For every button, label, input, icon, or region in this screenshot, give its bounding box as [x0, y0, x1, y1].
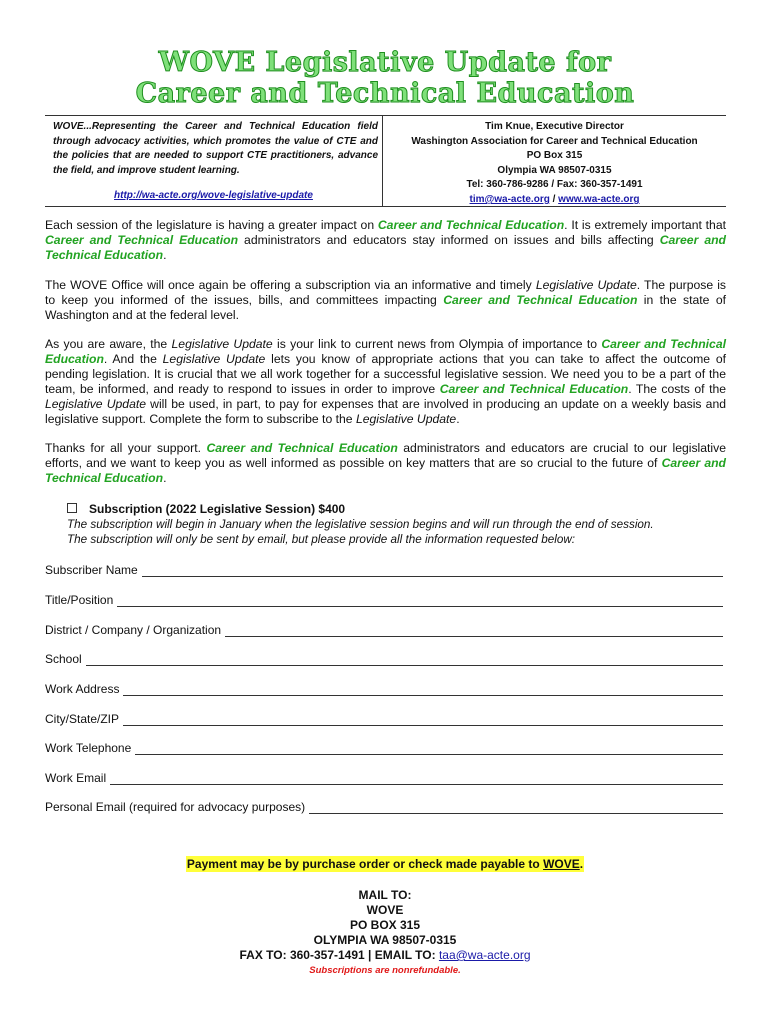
personal-email-input[interactable]	[309, 802, 723, 814]
payment-payee: WOVE	[543, 857, 580, 871]
cte-term: Career and Technical Education	[45, 337, 726, 366]
p1-text-b: . It is extremely important that	[564, 218, 726, 232]
p3-text-g: .	[456, 412, 460, 426]
paragraph-2	[45, 278, 726, 323]
mail-email-link[interactable]: taa@wa-acte.org	[438, 948, 531, 962]
work-address-label: Work Address	[45, 682, 120, 696]
cte-term: Career and Technical Education	[206, 441, 398, 455]
p4-text-c: .	[163, 471, 167, 485]
p3-text-a: As you are aware, the	[45, 337, 172, 351]
contact-separator: /	[549, 193, 559, 205]
p3-text-b: is your link to current news from Olympia of importance to	[272, 337, 602, 351]
payment-text: Payment may be by purchase order or check made payable to	[186, 857, 544, 871]
mail-city: OLYMPIA WA 98507-0315	[313, 933, 457, 947]
paragraph-4	[45, 441, 726, 486]
title-position-label: Title/Position	[45, 593, 114, 607]
subscriber-name-field	[45, 562, 723, 577]
document-title-line-2: Career and Technical Education	[135, 78, 635, 109]
title-position-field	[45, 592, 723, 607]
work-telephone-field	[45, 740, 723, 755]
city-state-zip-field	[45, 711, 723, 726]
contact-links	[383, 193, 726, 208]
p2-text-a: The WOVE Office will once again be offering a subscription via an informative and timely	[45, 278, 536, 292]
mail-po-box: PO BOX 315	[349, 918, 421, 932]
contact-cell	[383, 116, 726, 206]
p3-text-c: . And the	[103, 352, 163, 366]
district-field	[45, 622, 723, 637]
personal-email-label: Personal Email (required for advocacy purposes)	[45, 800, 306, 814]
mission-cell	[45, 116, 383, 206]
p2-text-c: in the state of Washington and at the federal level.	[45, 293, 726, 322]
contact-phone-fax: Tel: 360-786-9286 / Fax: 360-357-1491	[466, 179, 643, 191]
legislative-update-term: Legislative Update	[171, 337, 273, 351]
organization-name: Washington Association for Career and Technical Education	[411, 135, 698, 147]
p3-text-e: . The costs of the	[628, 382, 727, 396]
payment-end: .	[579, 857, 584, 871]
p1-text-c: administrators and educators stay informed on issues and bills affecting	[238, 233, 660, 247]
payment-instructions	[0, 857, 770, 871]
subscription-note-1: The subscription will begin in January when the legislative session begins and will run through the end of session.	[67, 518, 654, 531]
cte-term: Career and Technical Education	[45, 233, 239, 247]
cte-term: Career and Technical Education	[45, 456, 726, 485]
title-position-input[interactable]	[117, 595, 723, 607]
paragraph-1	[45, 218, 726, 263]
p4-text-a: Thanks for all your support.	[45, 441, 207, 455]
work-telephone-input[interactable]	[135, 743, 723, 755]
district-input[interactable]	[225, 625, 723, 637]
mailing-block	[0, 888, 770, 978]
mail-fax-text: FAX TO: 360-357-1491 | EMAIL TO:	[239, 948, 439, 962]
legislative-update-term: Legislative Update	[45, 397, 147, 411]
payment-highlight	[186, 856, 584, 872]
personal-email-field	[45, 799, 723, 814]
legislative-update-term: Legislative Update	[535, 278, 637, 292]
document-title-line-1: WOVE Legislative Update for	[158, 47, 612, 78]
contact-po-box: PO Box 315	[526, 150, 583, 162]
cte-term: Career and Technical Education	[439, 382, 629, 396]
school-input[interactable]	[86, 654, 723, 666]
work-email-field	[45, 770, 723, 785]
subscription-option	[67, 502, 654, 547]
cte-term: Career and Technical Education	[377, 218, 565, 232]
city-state-zip-label: City/State/ZIP	[45, 712, 120, 726]
subscription-checkbox[interactable]	[67, 503, 77, 513]
mail-name: WOVE	[366, 903, 404, 917]
school-field	[45, 651, 723, 666]
work-email-label: Work Email	[45, 771, 107, 785]
p3-text-d: lets you know of appropriate actions that you can take to affect the outcome of pending legislation. It is crucial that we all work together for a successful legislative session. We need you to be a part of the team, be informed, and ready to respond to issues in order to improve	[45, 352, 726, 396]
wove-url-link[interactable]: http://wa-acte.org/wove-legislative-update	[114, 190, 313, 201]
p3-text-f: will be used, in part, to pay for expenses that are involved in producing an update on a weekly basis and legislative support. Complete the form to subscribe to the	[45, 397, 726, 426]
legislative-update-term: Legislative Update	[162, 352, 266, 366]
website-link[interactable]: www.wa-acte.org	[558, 193, 640, 205]
mission-statement: WOVE...Representing the Career and Technical Education field through advocacy activities, which promotes the value of CTE and the policies that are needed to support CTE practitioners, advance the field, and improve student learning.	[53, 121, 378, 176]
city-state-zip-input[interactable]	[123, 714, 723, 726]
contact-city: Olympia WA 98507-0315	[497, 164, 612, 176]
work-address-input[interactable]	[123, 684, 723, 696]
p4-text-b: administrators and educators are crucial to our legislative efforts, and we want to keep you as well informed as possible on key matters that are so crucial to the future of	[45, 441, 727, 470]
subscription-label: Subscription (2022 Legislative Session) $400	[89, 502, 346, 516]
subscriber-name-label: Subscriber Name	[45, 563, 138, 577]
p2-text-b: . The purpose is to keep you informed of the issues, bills, and committees impacting	[45, 278, 727, 307]
refund-notice: Subscriptions are nonrefundable.	[309, 965, 461, 976]
district-label: District / Company / Organization	[45, 623, 222, 637]
cte-term: Career and Technical Education	[443, 293, 638, 307]
mail-fax-email	[0, 948, 770, 963]
work-address-field	[45, 681, 723, 696]
p1-text-a: Each session of the legislature is having a greater impact on	[45, 218, 378, 232]
subscription-note-2: The subscription will only be sent by email, but please provide all the information requested below:	[67, 533, 576, 546]
subscriber-name-input[interactable]	[142, 565, 723, 577]
contact-email-link[interactable]: tim@wa-acte.org	[469, 193, 550, 205]
p1-text-d: .	[163, 248, 167, 262]
legislative-update-term: Legislative Update	[355, 412, 457, 426]
mail-heading: MAIL TO:	[358, 888, 412, 902]
header-box	[45, 115, 726, 207]
work-email-input[interactable]	[110, 773, 723, 785]
school-label: School	[45, 652, 82, 666]
cte-term: Career and Technical Education	[45, 233, 726, 262]
paragraph-3	[45, 337, 726, 427]
work-telephone-label: Work Telephone	[45, 741, 132, 755]
contact-name: Tim Knue, Executive Director	[485, 121, 624, 132]
